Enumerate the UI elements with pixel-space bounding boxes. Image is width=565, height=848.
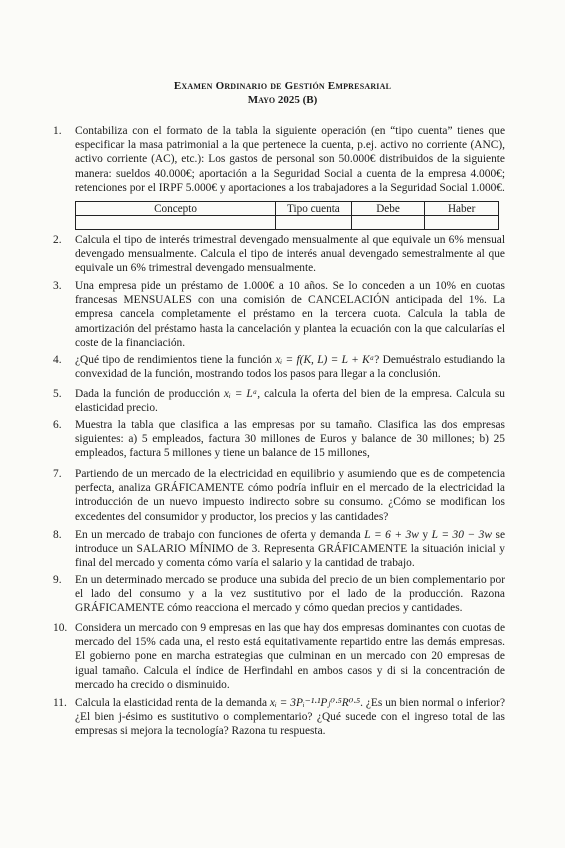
- question-3: [53, 279, 505, 350]
- question-8: [53, 528, 505, 571]
- question-number: 9.: [53, 574, 62, 586]
- question-number: 6.: [53, 419, 62, 431]
- question-number: 11.: [53, 697, 67, 709]
- table-cell[interactable]: [425, 216, 499, 230]
- table-cell[interactable]: [76, 216, 276, 230]
- question-text: Muestra la tabla que clasifica a las empresas por su tamaño. Clasifica las dos empresas siguientes: a) 5 empleados, factura 30 millones de Euros y balance de 30 millones; b) 25 empleados, factura 5 millones y tiene un balance de 15 millones,: [75, 419, 505, 460]
- table-row: [76, 216, 499, 230]
- exam-subtitle: Mayo 2025 (B): [247, 94, 318, 106]
- question-number: 7.: [53, 468, 62, 480]
- question-11: [53, 696, 505, 739]
- question-text: ¿Qué tipo de rendimientos tiene la función xᵢ = f(K, L) = L + Kᵃ? Demuéstralo estudiando la convexidad de la función, mostrando todos los pasos para llegar a la conclusión.: [75, 354, 505, 381]
- question-5: [53, 387, 505, 415]
- question-10: [53, 621, 505, 692]
- table-cell[interactable]: [351, 216, 425, 230]
- exam-title: Examen Ordinario de Gestión Empresarial: [173, 80, 392, 92]
- formula: xᵢ = f(K, L) = L + Kᵃ: [275, 354, 375, 366]
- question-text: Una empresa pide un préstamo de 1.000€ a 10 años. Se lo conceden a un 10% en cuotas francesas MENSUALES con una comisión de CANCELACIÓN anticipada del 1%. La empresa cancela completamente el préstamo en la tercera cuota. Calcula la tabla de amortización del préstamo hasta la cancelación y plantea la ecuación con la que calcularías el coste de la financiación.: [75, 280, 505, 349]
- formula: L = 30 − 3w: [431, 529, 492, 541]
- question-4: [53, 353, 505, 381]
- question-1: [53, 124, 505, 195]
- question-text: Partiendo de un mercado de la electricidad en equilibrio y asumiendo que es de competencia perfecta, analiza GRÁFICAMENTE cómo podría influir en el mercado de la electricidad la introducción de un nuevo impuesto indirecto sobre su consumo. ¿Cómo se modifican los excedentes del consumidor y productor, los precios y las cantidades?: [75, 468, 505, 523]
- question-text: Considera un mercado con 9 empresas en las que hay dos empresas dominantes con cuotas de mercado del 15% cada una, el resto está equitativamente repartido entre las demás empresas. El gobierno pone en marcha estrategias que culminan en un mercado con 20 empresas de igual tamaño. Calcula el índice de Herfindahl en ambos casos y di si la concentración de mercado ha crecido o disminuido.: [75, 622, 505, 691]
- formula: xᵢ = Lᵃ: [223, 388, 258, 400]
- question-number: 5.: [53, 388, 62, 400]
- formula: L = 6 + 3w: [364, 529, 419, 541]
- question-number: 10.: [53, 622, 68, 634]
- accounting-table: [75, 201, 499, 230]
- col-concepto: Concepto: [76, 202, 276, 216]
- question-text: Dada la función de producción xᵢ = Lᵃ, calcula la oferta del bien de la empresa. Calcula su elasticidad precio.: [75, 388, 506, 415]
- question-number: 8.: [53, 529, 62, 541]
- formula: xᵢ = 3Pᵢ⁻¹·¹Pⱼ⁰·⁵R⁰·⁵: [269, 697, 361, 709]
- question-text: En un mercado de trabajo con funciones de oferta y demanda L = 6 + 3w y L = 30 − 3w se introduce un SALARIO MÍNIMO de 3. Representa GRÁFICAMENTE la situación inicial y final del mercado y comenta cómo varía el salario y la cantidad de trabajo.: [75, 529, 506, 570]
- col-debe: Debe: [351, 202, 425, 216]
- col-haber: Haber: [425, 202, 499, 216]
- question-number: 3.: [53, 280, 62, 292]
- question-text: Calcula el tipo de interés trimestral devengado mensualmente al que equivale un 6% mensual devengado mensualmente. Calcula el tipo de interés anual devengado semestralmente al que equivale un 6% trimestral devengado mensualmente.: [75, 234, 505, 275]
- col-tipo-cuenta: Tipo cuenta: [276, 202, 352, 216]
- table-cell[interactable]: [276, 216, 352, 230]
- question-7: [53, 467, 505, 524]
- question-number: 4.: [53, 354, 62, 366]
- question-text: En un determinado mercado se produce una subida del precio de un bien complementario por el lado del consumo y a la vez sustitutivo por el lado de la producción. Razona GRÁFICAMENTE cómo reacciona el mercado y cómo quedan precios y cantidades.: [75, 574, 505, 615]
- question-text: Calcula la elasticidad renta de la demanda xᵢ = 3Pᵢ⁻¹·¹Pⱼ⁰·⁵R⁰·⁵. ¿Es un bien normal o inferior? ¿El bien j-ésimo es sustitutivo o complementario? ¿Qué sucede con el ingreso total de las empresas si mejora la tecnología? Razona tu respuesta.: [75, 697, 505, 738]
- question-number: 1.: [53, 125, 62, 137]
- question-number: 2.: [53, 234, 62, 246]
- question-6: [53, 418, 505, 461]
- question-text: Contabiliza con el formato de la tabla la siguiente operación (en “tipo cuenta” tienes que especificar la masa patrimonial a la que pertenece la cuenta, p.ej. activo no corriente (ANC), activo corriente (AC), etc.): Los gastos de personal son 50.000€ distribuidos de la siguiente manera: sueldos 40.000€; aportación a la Seguridad Social a cuenta de la empresa 4.000€; retenciones por el IRPF 5.000€ y aportaciones a los trabajadores a la Seguridad Social 1.000€.: [75, 125, 505, 194]
- question-2: [53, 233, 505, 276]
- question-9: [53, 573, 505, 616]
